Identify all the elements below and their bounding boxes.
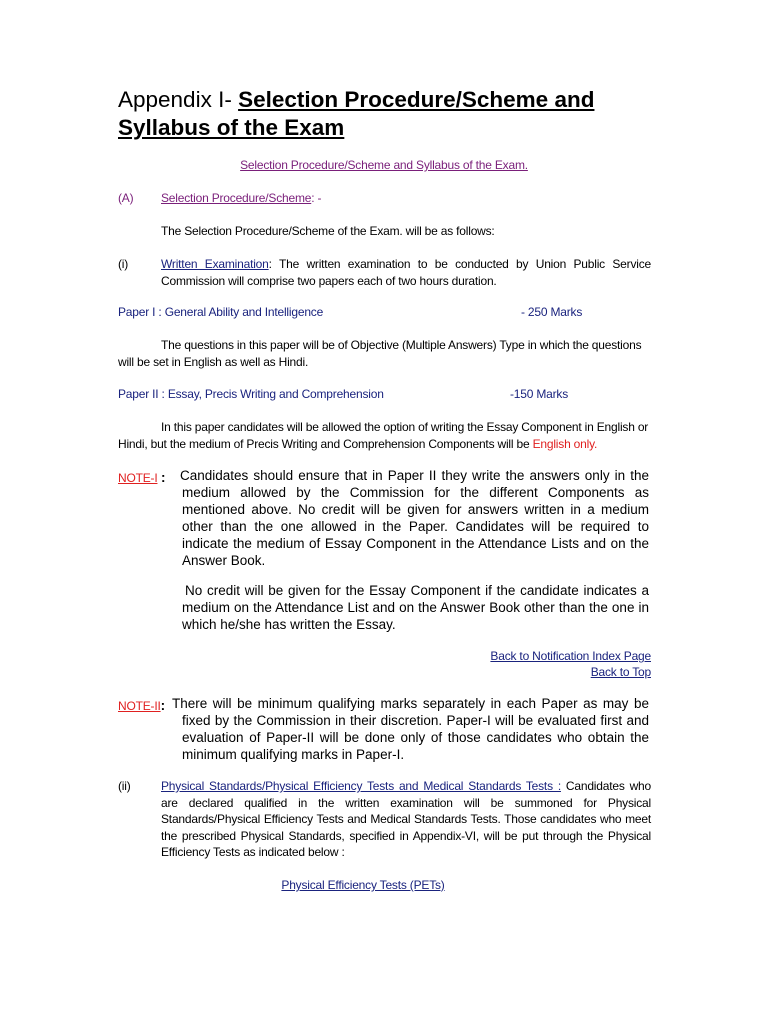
item-i-text: : The written examination to be conducted by Union Public Service Commission will comprise two papers each of two hours duration. bbox=[161, 257, 651, 288]
title-prefix: Appendix I- bbox=[118, 87, 239, 112]
note2-label[interactable]: NOTE-II bbox=[118, 699, 161, 713]
subtitle: Selection Procedure/Scheme and Syllabus of the Exam. bbox=[240, 158, 528, 172]
pets-heading[interactable]: Physical Efficiency Tests (PETs) bbox=[281, 878, 445, 892]
note2-paragraph: There will be minimum qualifying marks separately in each Paper as may be fixed by the Commission in their discretion. Paper-I will be evaluated first and evaluation of Paper-II will be done only of those candidates who obtain the minimum qualifying marks in Paper-I. bbox=[172, 696, 649, 762]
written-examination-link[interactable]: Written Examination bbox=[161, 257, 269, 271]
note1-paragraph-1: Candidates should ensure that in Paper II they write the answers only in the medium allowed by the Commission for the different Components as mentioned above. No credit will be given for answers written in a medium other than the one allowed in the Paper. Candidates will be required to indicate the medium of Essay Component in the Attendance Lists and on the Answer Book. bbox=[180, 468, 649, 568]
back-to-top-link[interactable]: Back to Top bbox=[590, 665, 651, 679]
note1-label[interactable]: NOTE-I bbox=[118, 471, 158, 485]
back-to-notification-link[interactable]: Back to Notification Index Page bbox=[490, 649, 651, 663]
title-main: Selection Procedure/Scheme and Syllabus of the Exam bbox=[118, 87, 595, 140]
item-ii-text: Candidates who are declared qualified in the written examination will be summoned for Physical Standards/Physical Efficiency Tests and Medical Standards Tests. Those candidates who meet the prescribed Physical Standards, specified in Appendix-VI, will be put through the Physical Efficiency Tests as indicated below : bbox=[161, 779, 651, 859]
section-a-heading-text: Selection Procedure/Scheme bbox=[161, 191, 312, 205]
item-ii-paragraph bbox=[161, 778, 651, 861]
note2-label-wrap bbox=[118, 697, 165, 715]
section-a-heading-suffix: : - bbox=[311, 191, 322, 205]
paper2-desc-highlight: English only. bbox=[532, 436, 598, 451]
back-to-notification-wrap bbox=[400, 648, 651, 665]
section-a-heading bbox=[161, 190, 321, 207]
note1-paragraph-2: No credit will be given for the Essay Component if the candidate indicates a medium on the Attendance List and on the Answer Book other than the one in which he/she has written the Essay. bbox=[182, 583, 649, 632]
item-ii-marker: (ii) bbox=[118, 779, 131, 793]
note1-label-wrap bbox=[118, 469, 165, 487]
paper1-name: Paper I : General Ability and Intelligence bbox=[118, 305, 324, 319]
paper2-description bbox=[118, 419, 654, 452]
section-a-intro: The Selection Procedure/Scheme of the Exam. will be as follows: bbox=[161, 224, 495, 238]
paper2-marks: -150 Marks bbox=[510, 387, 569, 401]
paper1-description: The questions in this paper will be of Objective (Multiple Answers) Type in which the questions will be set in English as well as Hindi. bbox=[118, 338, 642, 369]
item-i-paragraph bbox=[161, 256, 651, 289]
pets-heading-wrap bbox=[0, 877, 726, 894]
back-to-top-wrap bbox=[400, 664, 651, 681]
note1-colon: : bbox=[157, 470, 166, 485]
item-i-marker: (i) bbox=[118, 257, 129, 271]
paper2-desc-text: In this paper candidates will be allowed the option of writing the Essay Component in English or Hindi, but the medium of Precis Writing and Comprehension Components will be bbox=[118, 420, 649, 451]
paper2-name: Paper II : Essay, Precis Writing and Comprehension bbox=[118, 387, 384, 401]
paper1-marks: - 250 Marks bbox=[521, 305, 583, 319]
page-title bbox=[118, 86, 658, 142]
physical-standards-link[interactable]: Physical Standards/Physical Efficiency Tests and Medical Standards Tests : bbox=[161, 779, 561, 793]
note2-colon: : bbox=[160, 698, 165, 713]
section-a-marker: (A) bbox=[118, 191, 134, 205]
